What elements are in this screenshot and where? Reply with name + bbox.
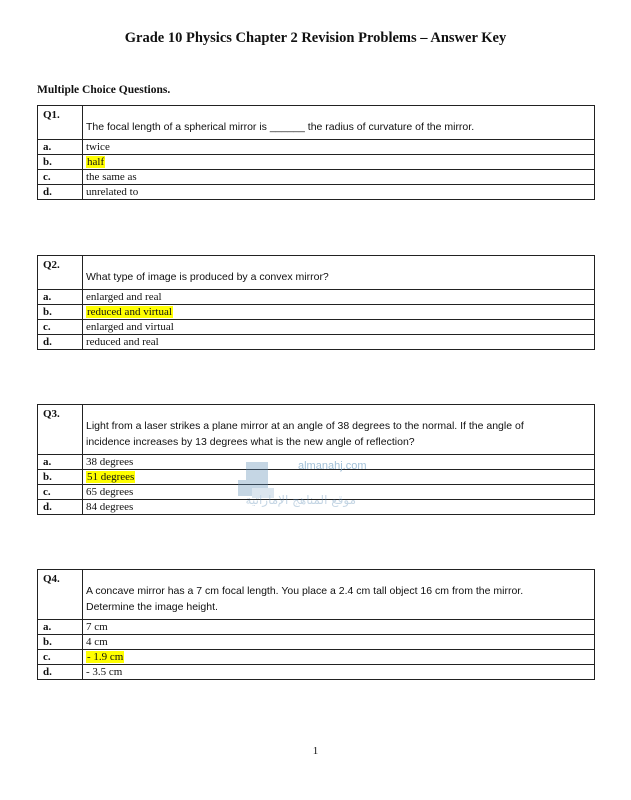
question-label: Q2. xyxy=(38,256,83,290)
question-label: Q4. xyxy=(38,570,83,620)
question-stem-line: Light from a laser strikes a plane mirror at an angle of 38 degrees to the normal. If the angle of xyxy=(86,420,524,432)
question-label: Q3. xyxy=(38,405,83,455)
option-text: 4 cm xyxy=(83,635,595,650)
correct-answer-highlight: - 1.9 cm xyxy=(87,651,124,663)
option-text: twice xyxy=(83,140,595,155)
option-text: enlarged and virtual xyxy=(83,320,595,335)
question-stem: What type of image is produced by a convex mirror? xyxy=(83,256,595,290)
section-heading: Multiple Choice Questions. xyxy=(37,84,171,96)
correct-answer-highlight: reduced and virtual xyxy=(87,306,172,318)
option-text: the same as xyxy=(83,170,595,185)
option-letter: b. xyxy=(38,470,83,485)
correct-answer-highlight: 51 degrees xyxy=(87,471,135,483)
question-stem-line: A concave mirror has a 7 cm focal length. You place a 2.4 cm tall object 16 cm from the mirror. xyxy=(86,585,524,597)
option-text: 84 degrees xyxy=(83,500,595,515)
option-letter: a. xyxy=(38,140,83,155)
option-letter: c. xyxy=(38,320,83,335)
option-text: 7 cm xyxy=(83,620,595,635)
correct-answer-highlight: half xyxy=(87,156,105,168)
option-text: 38 degrees xyxy=(83,455,595,470)
option-letter: d. xyxy=(38,500,83,515)
option-letter: c. xyxy=(38,650,83,665)
watermark-url: almanahj.com xyxy=(298,460,367,472)
watermark-arabic-text: موقع المناهج الإماراتية xyxy=(245,493,356,507)
option-letter: c. xyxy=(38,170,83,185)
page-title: Grade 10 Physics Chapter 2 Revision Problems – Answer Key xyxy=(124,30,507,46)
option-text: reduced and real xyxy=(83,335,595,350)
option-letter: d. xyxy=(38,335,83,350)
question-table-q2 xyxy=(37,255,595,350)
question-table-q1 xyxy=(37,105,595,200)
question-table-q4 xyxy=(37,569,595,680)
option-text: 65 degrees xyxy=(83,485,595,500)
option-text: unrelated to xyxy=(83,185,595,200)
question-stem xyxy=(83,570,595,620)
option-letter: a. xyxy=(38,455,83,470)
question-stem-line: Determine the image height. xyxy=(86,601,218,613)
question-stem-line: incidence increases by 13 degrees what is the new angle of reflection? xyxy=(86,436,415,448)
option-letter: a. xyxy=(38,290,83,305)
option-text: enlarged and real xyxy=(83,290,595,305)
question-stem xyxy=(83,405,595,455)
question-stem: The focal length of a spherical mirror is ______ the radius of curvature of the mirror. xyxy=(83,106,595,140)
option-letter: b. xyxy=(38,305,83,320)
option-letter: d. xyxy=(38,185,83,200)
option-letter: c. xyxy=(38,485,83,500)
question-label: Q1. xyxy=(38,106,83,140)
page-number: 1 xyxy=(312,745,319,757)
option-text: - 3.5 cm xyxy=(83,665,595,680)
option-letter: d. xyxy=(38,665,83,680)
option-letter: b. xyxy=(38,155,83,170)
option-letter: a. xyxy=(38,620,83,635)
option-letter: b. xyxy=(38,635,83,650)
